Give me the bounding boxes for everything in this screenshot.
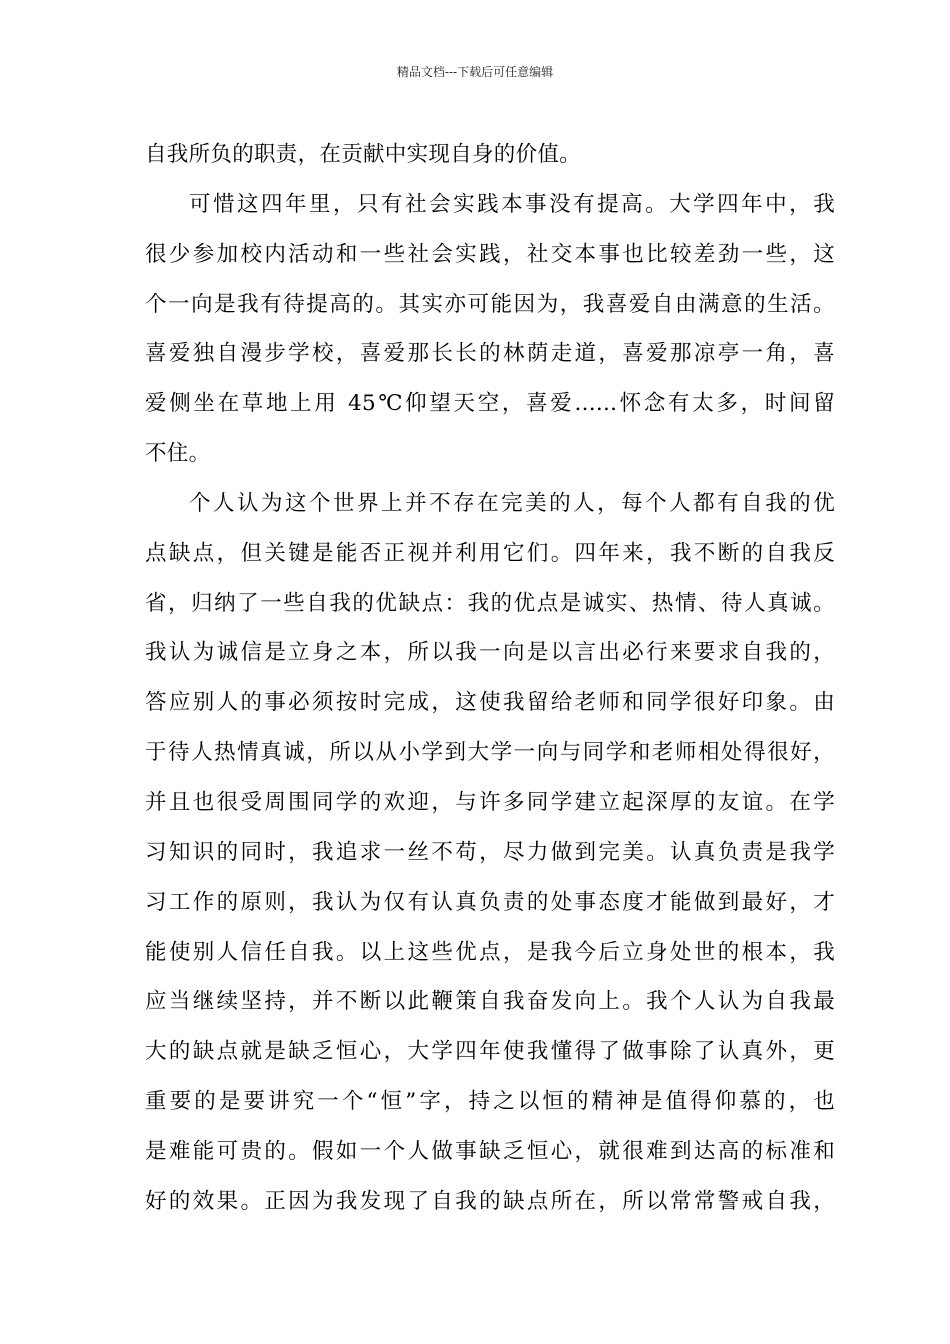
text-line: 不住。 bbox=[145, 441, 211, 467]
text-line: 我认为诚信是立身之本，所以我一向是以言出必行来要求自我的， bbox=[145, 640, 835, 666]
text-line: 可惜这四年里，只有社会实践本事没有提高。大学四年中，我 bbox=[189, 191, 835, 217]
text-line: 于待人热情真诚，所以从小学到大学一向与同学和老师相处得很好， bbox=[145, 740, 835, 766]
text-line: 习知识的同时，我追求一丝不苟，尽力做到完美。认真负责是我学 bbox=[145, 839, 835, 865]
text-line: 自我所负的职责，在贡献中实现自身的价值。 bbox=[145, 142, 582, 167]
text-line: 是难能可贵的。假如一个人做事缺乏恒心，就很难到达高的标准和 bbox=[145, 1138, 835, 1164]
text-line: 喜爱独自漫步学校，喜爱那长长的林荫走道，喜爱那凉亭一角，喜 bbox=[145, 341, 835, 367]
text-line: 省，归纳了一些自我的优缺点：我的优点是诚实、热情、待人真诚。 bbox=[145, 590, 835, 616]
text-line: 能使别人信任自我。以上这些优点，是我今后立身处世的根本，我 bbox=[145, 939, 835, 965]
text-line: 很少参加校内活动和一些社会实践，社交本事也比较差劲一些，这 bbox=[145, 241, 835, 267]
text-line: 个人认为这个世界上并不存在完美的人，每个人都有自我的优 bbox=[189, 490, 835, 516]
text-line: 大的缺点就是缺乏恒心，大学四年使我懂得了做事除了认真外，更 bbox=[145, 1039, 835, 1065]
document-body bbox=[145, 130, 835, 1227]
text-line: 重要的是要讲究一个“恒”字，持之以恒的精神是值得仰慕的，也 bbox=[145, 1089, 835, 1115]
text-line: 点缺点，但关键是能否正视并利用它们。四年来，我不断的自我反 bbox=[145, 540, 835, 566]
text-line: 习工作的原则，我认为仅有认真负责的处事态度才能做到最好，才 bbox=[145, 889, 835, 915]
text-line: 应当继续坚持，并不断以此鞭策自我奋发向上。我个人认为自我最 bbox=[145, 989, 835, 1015]
text-line: 并且也很受周围同学的欢迎，与许多同学建立起深厚的友谊。在学 bbox=[145, 789, 835, 815]
page-header: 精品文档---下载后可任意编辑 bbox=[396, 65, 554, 79]
text-line: 爱侧坐在草地上用 45℃仰望天空，喜爱......怀念有太多，时间留 bbox=[145, 391, 835, 417]
text-line: 答应别人的事必须按时完成，这使我留给老师和同学很好印象。由 bbox=[145, 690, 835, 716]
text-line: 个一向是我有待提高的。其实亦可能因为，我喜爱自由满意的生活。 bbox=[145, 291, 835, 317]
text-line: 好的效果。正因为我发现了自我的缺点所在，所以常常警戒自我， bbox=[145, 1188, 835, 1214]
